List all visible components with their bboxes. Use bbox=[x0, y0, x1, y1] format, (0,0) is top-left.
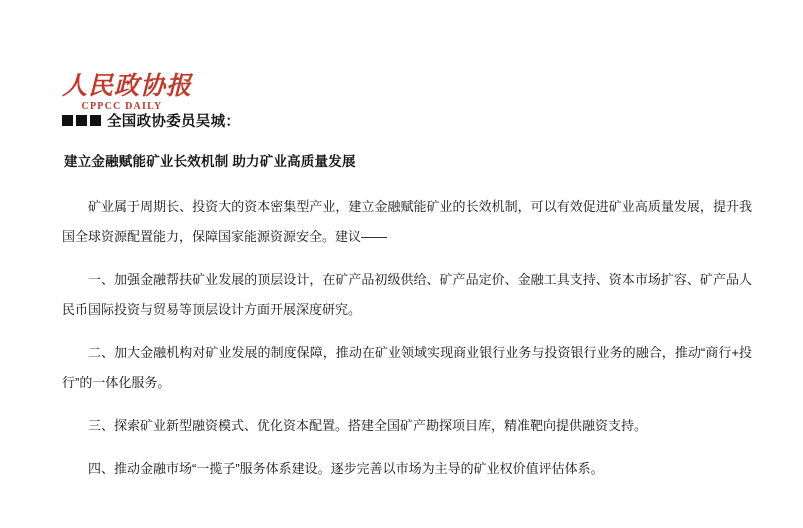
masthead-english-title: CPPCC DAILY bbox=[81, 101, 163, 112]
article-body bbox=[62, 110, 752, 491]
article-paragraph: 二、加大金融机构对矿业发展的制度保障，推动在矿业领域实现商业银行业务与投资银行业务的融合，推动“商行+投行”的一体化服务。 bbox=[62, 345, 752, 390]
article-paragraph: 三、探索矿业新型融资模式、优化资本配置。搭建全国矿产勘探项目库，精准靶向提供融资支持。 bbox=[88, 418, 648, 433]
byline-text: 全国政协委员吴城： bbox=[107, 114, 241, 130]
square-bullets-icon bbox=[62, 115, 101, 126]
article-paragraph: 矿业属于周期长、投资大的资本密集型产业，建立金融赋能矿业的长效机制，可以有效促进矿业高质量发展，提升我国全球资源配置能力，保障国家能源资源安全。建议—— bbox=[62, 199, 752, 244]
article-byline bbox=[62, 110, 752, 131]
masthead-chinese-title: 人民政协报 bbox=[62, 73, 193, 100]
masthead-logo bbox=[62, 73, 193, 112]
article-paragraph: 四、推动金融市场“一揽子”服务体系建设。逐步完善以市场为主导的矿业权价值评估体系。 bbox=[88, 461, 604, 476]
article-headline: 建立金融赋能矿业长效机制 助力矿业高质量发展 bbox=[64, 154, 356, 169]
article-paragraph: 一、加强金融帮扶矿业发展的顶层设计，在矿产品初级供给、矿产品定价、金融工具支持、资本市场扩容、矿产品人民币国际投资与贸易等顶层设计方面开展深度研究。 bbox=[62, 272, 752, 317]
